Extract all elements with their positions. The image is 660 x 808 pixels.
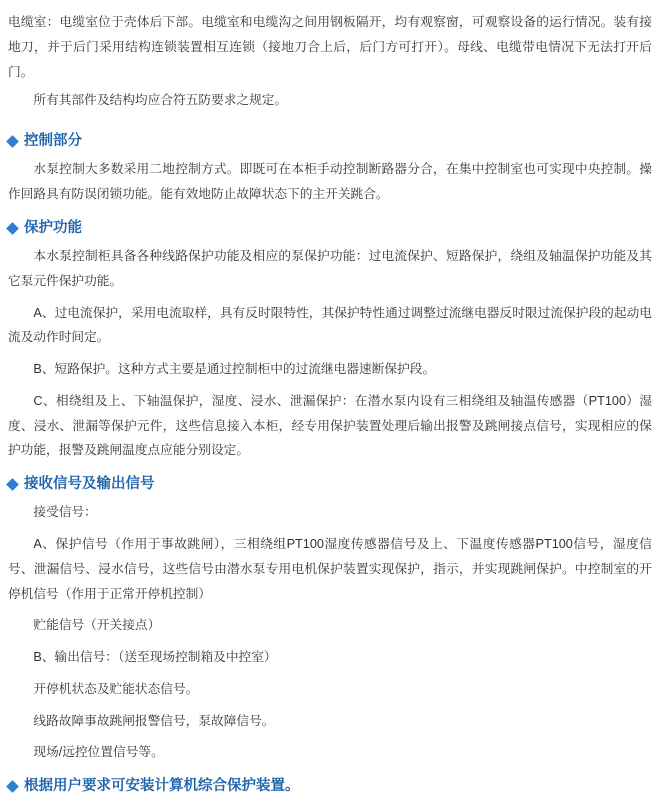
paragraph-signals-3: 贮能信号（开关接点） xyxy=(33,618,161,633)
paragraph-protection-4: C、相绕组及上、下轴温保护，湿度、浸水、泄漏保护：在潜水泵内设有三相绕组及轴温传感器（PT100）湿度、浸水、泄漏等保护元件，这些信息接入本柜，经专用保护装置处理后输出报警及跳闸接点信号，实现相应的保护功能，报警及跳闸温度点应能分别设定。 xyxy=(8,393,652,458)
diamond-bullet-icon xyxy=(6,135,19,148)
section-heading-computer-protection xyxy=(8,775,652,798)
paragraph-signals-5: 开停机状态及贮能状态信号。 xyxy=(33,681,199,696)
section-heading-signals xyxy=(8,473,652,496)
paragraph-protection-2: A、过电流保护，采用电流取样，具有反时限特性，其保护特性通过调整过流继电器反时限过流保护段的起动电流及动作时间定。 xyxy=(8,305,652,345)
section-title: 控制部分 xyxy=(24,133,82,150)
paragraph-intro-1: 电缆室：电缆室位于壳体后下部。电缆室和电缆沟之间用钢板隔开，均有观察窗，可观察设备的运行情况。装有接地刀，并于后门采用结构连锁装置相互连锁（接地刀合上后，后门方可打开）。母线、电缆带电情况下无法打开后门。 xyxy=(8,15,652,79)
paragraph-signals-7: 现场/远控位置信号等。 xyxy=(33,745,164,760)
section-title: 根据用户要求可安装计算机综合保护装置。 xyxy=(24,778,300,795)
paragraph-control-1: 水泵控制大多数采用二地控制方式。即既可在本柜手动控制断路器分合，在集中控制室也可实现中央控制。操作回路具有防误闭锁功能。能有效地防止故障状态下的主开关跳合。 xyxy=(8,162,652,202)
paragraph-signals-4: B、输出信号：（送至现场控制箱及中控室） xyxy=(33,650,277,665)
paragraph-signals-6: 线路故障事故跳闸报警信号，泵故障信号。 xyxy=(33,713,275,728)
paragraph-signals-1: 接受信号： xyxy=(33,505,97,520)
diamond-bullet-icon xyxy=(6,222,19,235)
paragraph-protection-1: 本水泵控制柜具备各种线路保护功能及相应的泵保护功能：过电流保护、短路保护，绕组及轴温保护功能及其它泵元件保护功能。 xyxy=(8,248,652,288)
paragraph-intro-2: 所有其部件及结构均应合符五防要求之规定。 xyxy=(33,93,288,108)
paragraph-signals-2: A、保护信号（作用于事故跳闸），三相绕组PT100湿度传感器信号及上、下温度传感器PT100信号，湿度信号、泄漏信号、浸水信号，这些信号由潜水泵专用电机保护装置实现保护，指示，并实现跳闸保护。中控制室的开停机信号（作用于正常开停机控制） xyxy=(8,537,652,601)
paragraph-protection-3: B、短路保护。这种方式主要是通过控制柜中的过流继电器速断保护段。 xyxy=(33,362,436,377)
diamond-bullet-icon xyxy=(6,780,19,793)
diamond-bullet-icon xyxy=(6,478,19,491)
section-title: 保护功能 xyxy=(24,219,82,236)
section-heading-control xyxy=(8,130,652,153)
section-heading-protection xyxy=(8,217,652,240)
section-title: 接收信号及输出信号 xyxy=(24,476,155,493)
